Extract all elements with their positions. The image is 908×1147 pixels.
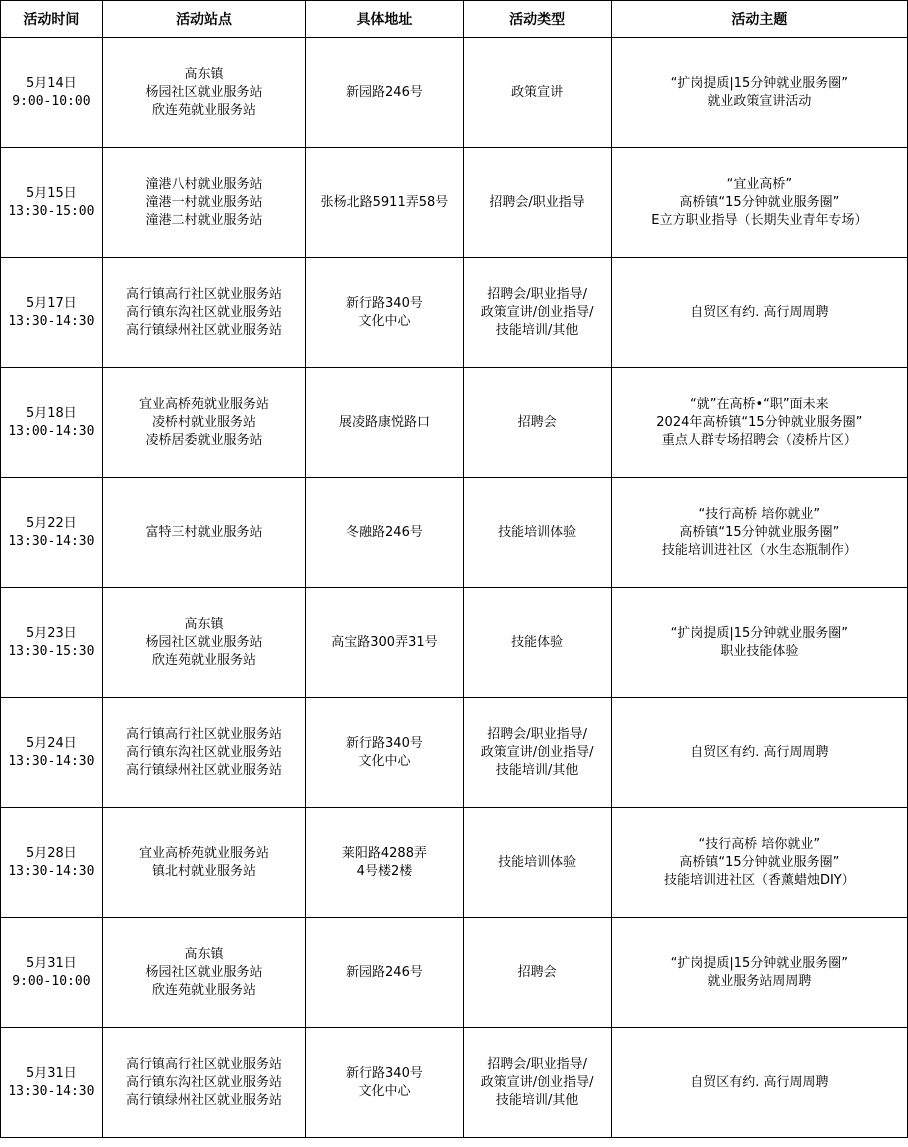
activity-date: 5月31日: [25, 955, 77, 971]
cell-time: [1, 698, 103, 808]
station-name: 高行镇高行社区就业服务站: [126, 286, 283, 302]
cell-type: [463, 588, 611, 698]
header-type: 活动类型: [463, 1, 611, 38]
header-station: 活动站点: [102, 1, 306, 38]
type-line: 技能培训/其他: [495, 1092, 579, 1108]
table-row: [1, 588, 908, 698]
theme-line: 技能培训进社区（香薰蜡烛DIY）: [663, 872, 855, 888]
header-theme: 活动主题: [611, 1, 907, 38]
station-name: 高行镇东沟社区就业服务站: [126, 1074, 283, 1090]
activity-time: 9:00-10:00: [12, 973, 91, 989]
station-name: 富特三村就业服务站: [145, 524, 263, 540]
table-row: [1, 38, 908, 148]
cell-theme: [611, 478, 907, 588]
type-line: 技能培训/其他: [495, 762, 579, 778]
theme-line: “技行高桥 培你就业”: [698, 836, 821, 852]
station-name: 高东镇: [184, 616, 224, 632]
cell-station: [102, 38, 306, 148]
activity-time: 13:30-15:30: [8, 643, 95, 659]
theme-line: 职业技能体验: [720, 643, 799, 659]
theme-line: “扩岗提质|15分钟就业服务圈”: [670, 75, 849, 91]
station-name: 杨园社区就业服务站: [145, 964, 263, 980]
cell-station: [102, 1028, 306, 1138]
cell-address: [306, 368, 463, 478]
cell-time: [1, 1028, 103, 1138]
station-name: 高东镇: [184, 946, 224, 962]
cell-type: [463, 808, 611, 918]
type-line: 技能培训/其他: [495, 322, 579, 338]
address-line: 张杨北路5911弄58号: [320, 194, 449, 210]
cell-station: [102, 918, 306, 1028]
cell-time: [1, 38, 103, 148]
activity-date: 5月17日: [25, 295, 77, 311]
activity-time: 13:30-14:30: [8, 863, 95, 879]
address-line: 4号楼2楼: [356, 863, 413, 879]
cell-time: [1, 368, 103, 478]
cell-station: [102, 258, 306, 368]
cell-theme: [611, 258, 907, 368]
cell-type: [463, 148, 611, 258]
station-name: 欣连苑就业服务站: [152, 982, 257, 998]
cell-type: [463, 38, 611, 148]
station-name: 潼港八村就业服务站: [145, 176, 263, 192]
activity-date: 5月15日: [25, 185, 77, 201]
theme-line: “扩岗提质|15分钟就业服务圈”: [670, 955, 849, 971]
cell-station: [102, 588, 306, 698]
cell-theme: [611, 38, 907, 148]
station-name: 高东镇: [184, 66, 224, 82]
station-name: 宜业高桥苑就业服务站: [139, 845, 270, 861]
cell-theme: [611, 918, 907, 1028]
activity-date: 5月24日: [25, 735, 77, 751]
cell-time: [1, 808, 103, 918]
activity-date: 5月22日: [25, 515, 77, 531]
cell-type: [463, 1028, 611, 1138]
cell-theme: [611, 368, 907, 478]
address-line: 展凌路康悦路口: [338, 414, 430, 430]
address-line: 冬融路246号: [346, 524, 423, 540]
type-line: 技能培训体验: [498, 524, 577, 540]
type-line: 政策宣讲/创业指导/: [480, 1074, 594, 1090]
cell-time: [1, 258, 103, 368]
type-line: 政策宣讲/创业指导/: [480, 304, 594, 320]
header-row: [1, 1, 908, 38]
cell-type: [463, 258, 611, 368]
cell-time: [1, 918, 103, 1028]
type-line: 技能培训体验: [498, 854, 577, 870]
header-address: 具体地址: [306, 1, 463, 38]
theme-line: 自贸区有约. 高行周周聘: [690, 744, 829, 760]
type-line: 政策宣讲/创业指导/: [480, 744, 594, 760]
cell-type: [463, 918, 611, 1028]
table-row: [1, 698, 908, 808]
station-name: 潼港一村就业服务站: [145, 194, 263, 210]
cell-time: [1, 148, 103, 258]
cell-address: [306, 258, 463, 368]
theme-line: 就业服务站周周聘: [707, 973, 812, 989]
cell-address: [306, 38, 463, 148]
theme-line: 重点人群专场招聘会（凌桥片区）: [661, 432, 857, 448]
table-row: [1, 1028, 908, 1138]
activity-date: 5月28日: [25, 845, 77, 861]
address-line: 新园路246号: [346, 84, 423, 100]
cell-type: [463, 368, 611, 478]
station-name: 镇北村就业服务站: [152, 863, 257, 879]
activity-time: 13:30-15:00: [8, 203, 95, 219]
table-body: [1, 38, 908, 1138]
activity-date: 5月18日: [25, 405, 77, 421]
table-row: [1, 918, 908, 1028]
table-row: [1, 478, 908, 588]
table-row: [1, 258, 908, 368]
table-row: [1, 808, 908, 918]
type-line: 招聘会/职业指导/: [487, 726, 587, 742]
cell-theme: [611, 698, 907, 808]
station-name: 高行镇绿州社区就业服务站: [126, 1092, 283, 1108]
theme-line: 2024年高桥镇“15分钟就业服务圈”: [656, 414, 863, 430]
station-name: 高行镇高行社区就业服务站: [126, 1056, 283, 1072]
table-row: [1, 368, 908, 478]
address-line: 新行路340号: [346, 1065, 423, 1081]
station-name: 杨园社区就业服务站: [145, 634, 263, 650]
theme-line: 高桥镇“15分钟就业服务圈”: [679, 854, 840, 870]
activity-time: 13:30-14:30: [8, 1083, 95, 1099]
theme-line: “扩岗提质|15分钟就业服务圈”: [670, 625, 849, 641]
activity-time: 13:00-14:30: [8, 423, 95, 439]
cell-address: [306, 808, 463, 918]
cell-type: [463, 698, 611, 808]
cell-time: [1, 478, 103, 588]
type-line: 招聘会: [517, 964, 557, 980]
station-name: 潼港二村就业服务站: [145, 212, 263, 228]
address-line: 高宝路300弄31号: [331, 634, 438, 650]
address-line: 文化中心: [358, 313, 411, 329]
cell-address: [306, 918, 463, 1028]
cell-time: [1, 588, 103, 698]
station-name: 高行镇东沟社区就业服务站: [126, 304, 283, 320]
type-line: 政策宣讲: [511, 84, 564, 100]
cell-address: [306, 148, 463, 258]
theme-line: 高桥镇“15分钟就业服务圈”: [679, 524, 840, 540]
address-line: 文化中心: [358, 753, 411, 769]
activity-date: 5月14日: [25, 75, 77, 91]
theme-line: 自贸区有约. 高行周周聘: [690, 1074, 829, 1090]
cell-theme: [611, 148, 907, 258]
station-name: 欣连苑就业服务站: [152, 652, 257, 668]
address-line: 新行路340号: [346, 295, 423, 311]
theme-line: 高桥镇“15分钟就业服务圈”: [679, 194, 840, 210]
activity-date: 5月23日: [25, 625, 77, 641]
station-name: 凌桥村就业服务站: [152, 414, 257, 430]
theme-line: “技行高桥 培你就业”: [698, 506, 821, 522]
station-name: 高行镇高行社区就业服务站: [126, 726, 283, 742]
cell-station: [102, 808, 306, 918]
type-line: 技能体验: [511, 634, 564, 650]
station-name: 高行镇绿州社区就业服务站: [126, 322, 283, 338]
station-name: 高行镇东沟社区就业服务站: [126, 744, 283, 760]
station-name: 凌桥居委就业服务站: [145, 432, 263, 448]
address-line: 新行路340号: [346, 735, 423, 751]
station-name: 杨园社区就业服务站: [145, 84, 263, 100]
activity-time: 13:30-14:30: [8, 753, 95, 769]
activity-time: 13:30-14:30: [8, 533, 95, 549]
cell-theme: [611, 808, 907, 918]
address-line: 文化中心: [358, 1083, 411, 1099]
theme-line: “宜业高桥”: [726, 176, 793, 192]
theme-line: “就”在高桥•“职”面未来: [690, 396, 829, 412]
cell-theme: [611, 1028, 907, 1138]
type-line: 招聘会/职业指导/: [487, 1056, 587, 1072]
cell-station: [102, 478, 306, 588]
cell-address: [306, 478, 463, 588]
cell-address: [306, 698, 463, 808]
theme-line: 就业政策宣讲活动: [707, 93, 812, 109]
activity-time: 13:30-14:30: [8, 313, 95, 329]
type-line: 招聘会: [517, 414, 557, 430]
theme-line: 技能培训进社区（水生态瓶制作）: [661, 542, 857, 558]
address-line: 新园路246号: [346, 964, 423, 980]
type-line: 招聘会/职业指导/: [487, 286, 587, 302]
cell-station: [102, 368, 306, 478]
address-line: 莱阳路4288弄: [341, 845, 427, 861]
cell-station: [102, 698, 306, 808]
type-line: 招聘会/职业指导: [489, 194, 585, 210]
station-name: 欣连苑就业服务站: [152, 102, 257, 118]
cell-station: [102, 148, 306, 258]
station-name: 高行镇绿州社区就业服务站: [126, 762, 283, 778]
cell-theme: [611, 588, 907, 698]
theme-line: 自贸区有约. 高行周周聘: [690, 304, 829, 320]
cell-address: [306, 588, 463, 698]
cell-address: [306, 1028, 463, 1138]
header-time: 活动时间: [1, 1, 103, 38]
cell-type: [463, 478, 611, 588]
activity-date: 5月31日: [25, 1065, 77, 1081]
theme-line: E立方职业指导（长期失业青年专场）: [651, 212, 868, 228]
station-name: 宜业高桥苑就业服务站: [139, 396, 270, 412]
table-row: [1, 148, 908, 258]
activity-time: 9:00-10:00: [12, 93, 91, 109]
